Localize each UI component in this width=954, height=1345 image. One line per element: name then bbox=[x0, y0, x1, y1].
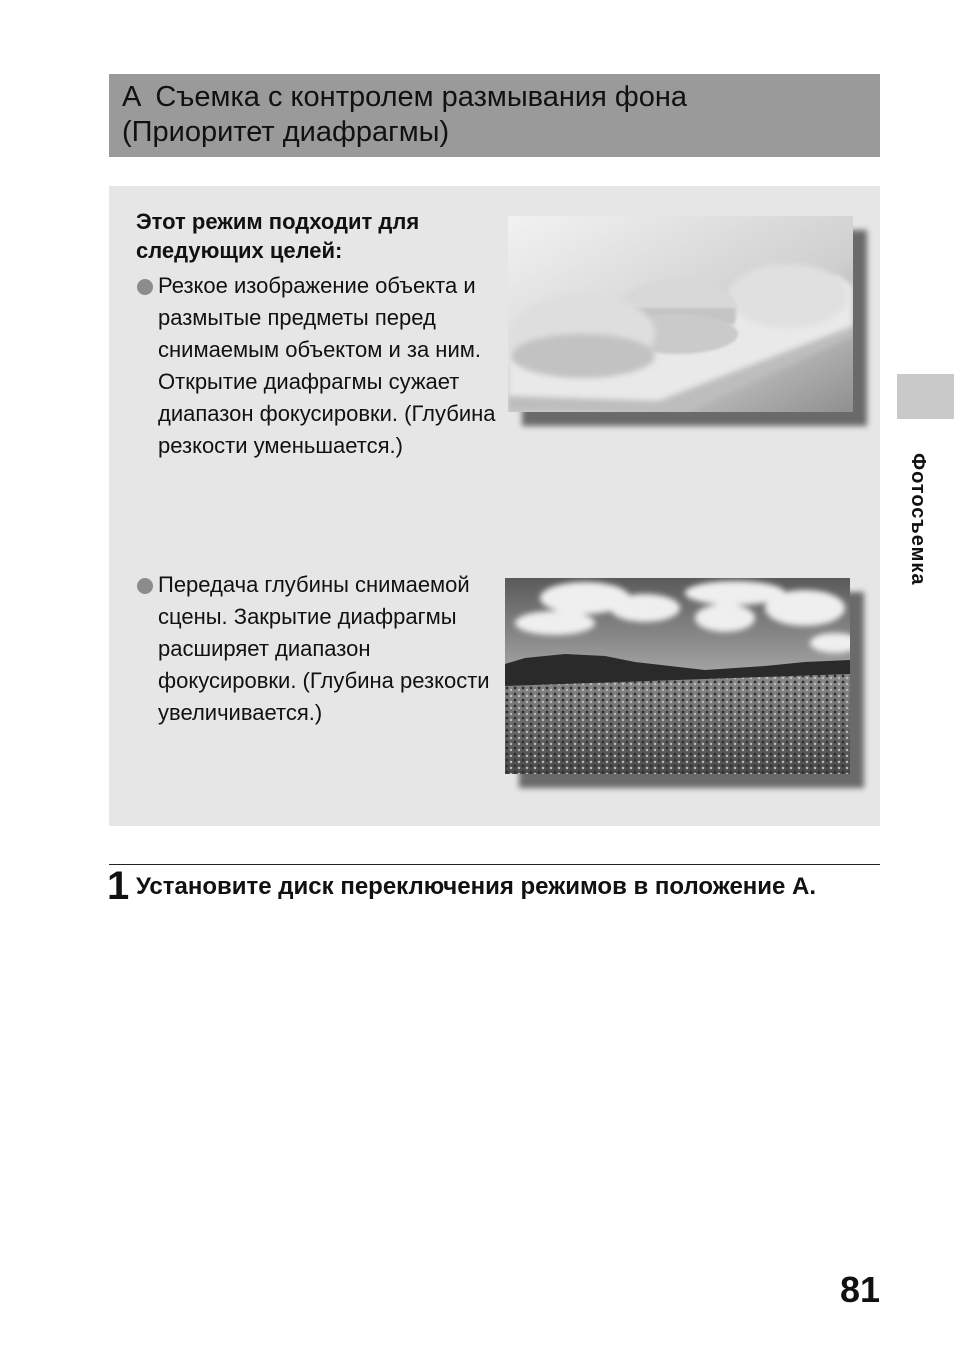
aperture-mode-icon: A bbox=[122, 81, 142, 113]
macarons-photo bbox=[508, 216, 853, 412]
bullet-dot-icon bbox=[137, 279, 153, 295]
step-number: 1 bbox=[107, 864, 130, 908]
step-divider bbox=[109, 864, 880, 865]
section-title-line-1 bbox=[122, 80, 880, 115]
side-tab-label: Фотосъемка bbox=[907, 453, 929, 586]
section-subtitle: (Приоритет диафрагмы) bbox=[122, 116, 450, 148]
sunflower-field-photo bbox=[505, 578, 850, 774]
bullet-item-deep-dof bbox=[136, 569, 496, 729]
section-title: Съемка с контролем размывания фона bbox=[155, 81, 687, 113]
section-side-tab bbox=[897, 374, 954, 419]
bullet-dot-icon bbox=[137, 578, 153, 594]
page-number: 81 bbox=[839, 1269, 880, 1310]
bullet-text: Передача глубины снимаемой сцены. Закрытие диафрагмы расширяет диапазон фокусировки. (Глубина резкости увеличивается.) bbox=[158, 572, 490, 725]
panel-heading: Этот режим подходит для следующих целей: bbox=[136, 209, 420, 263]
bullet-text: Резкое изображение объекта и размытые предметы перед снимаемым объектом и за ним. Открытие диафрагмы сужает диапазон фокусировки. (Глубина резкости уменьшается.) bbox=[158, 273, 496, 458]
step-instruction: Установите диск переключения режимов в положение A. bbox=[136, 873, 817, 900]
bullet-item-shallow-dof bbox=[136, 270, 496, 462]
section-title-band bbox=[109, 74, 880, 157]
